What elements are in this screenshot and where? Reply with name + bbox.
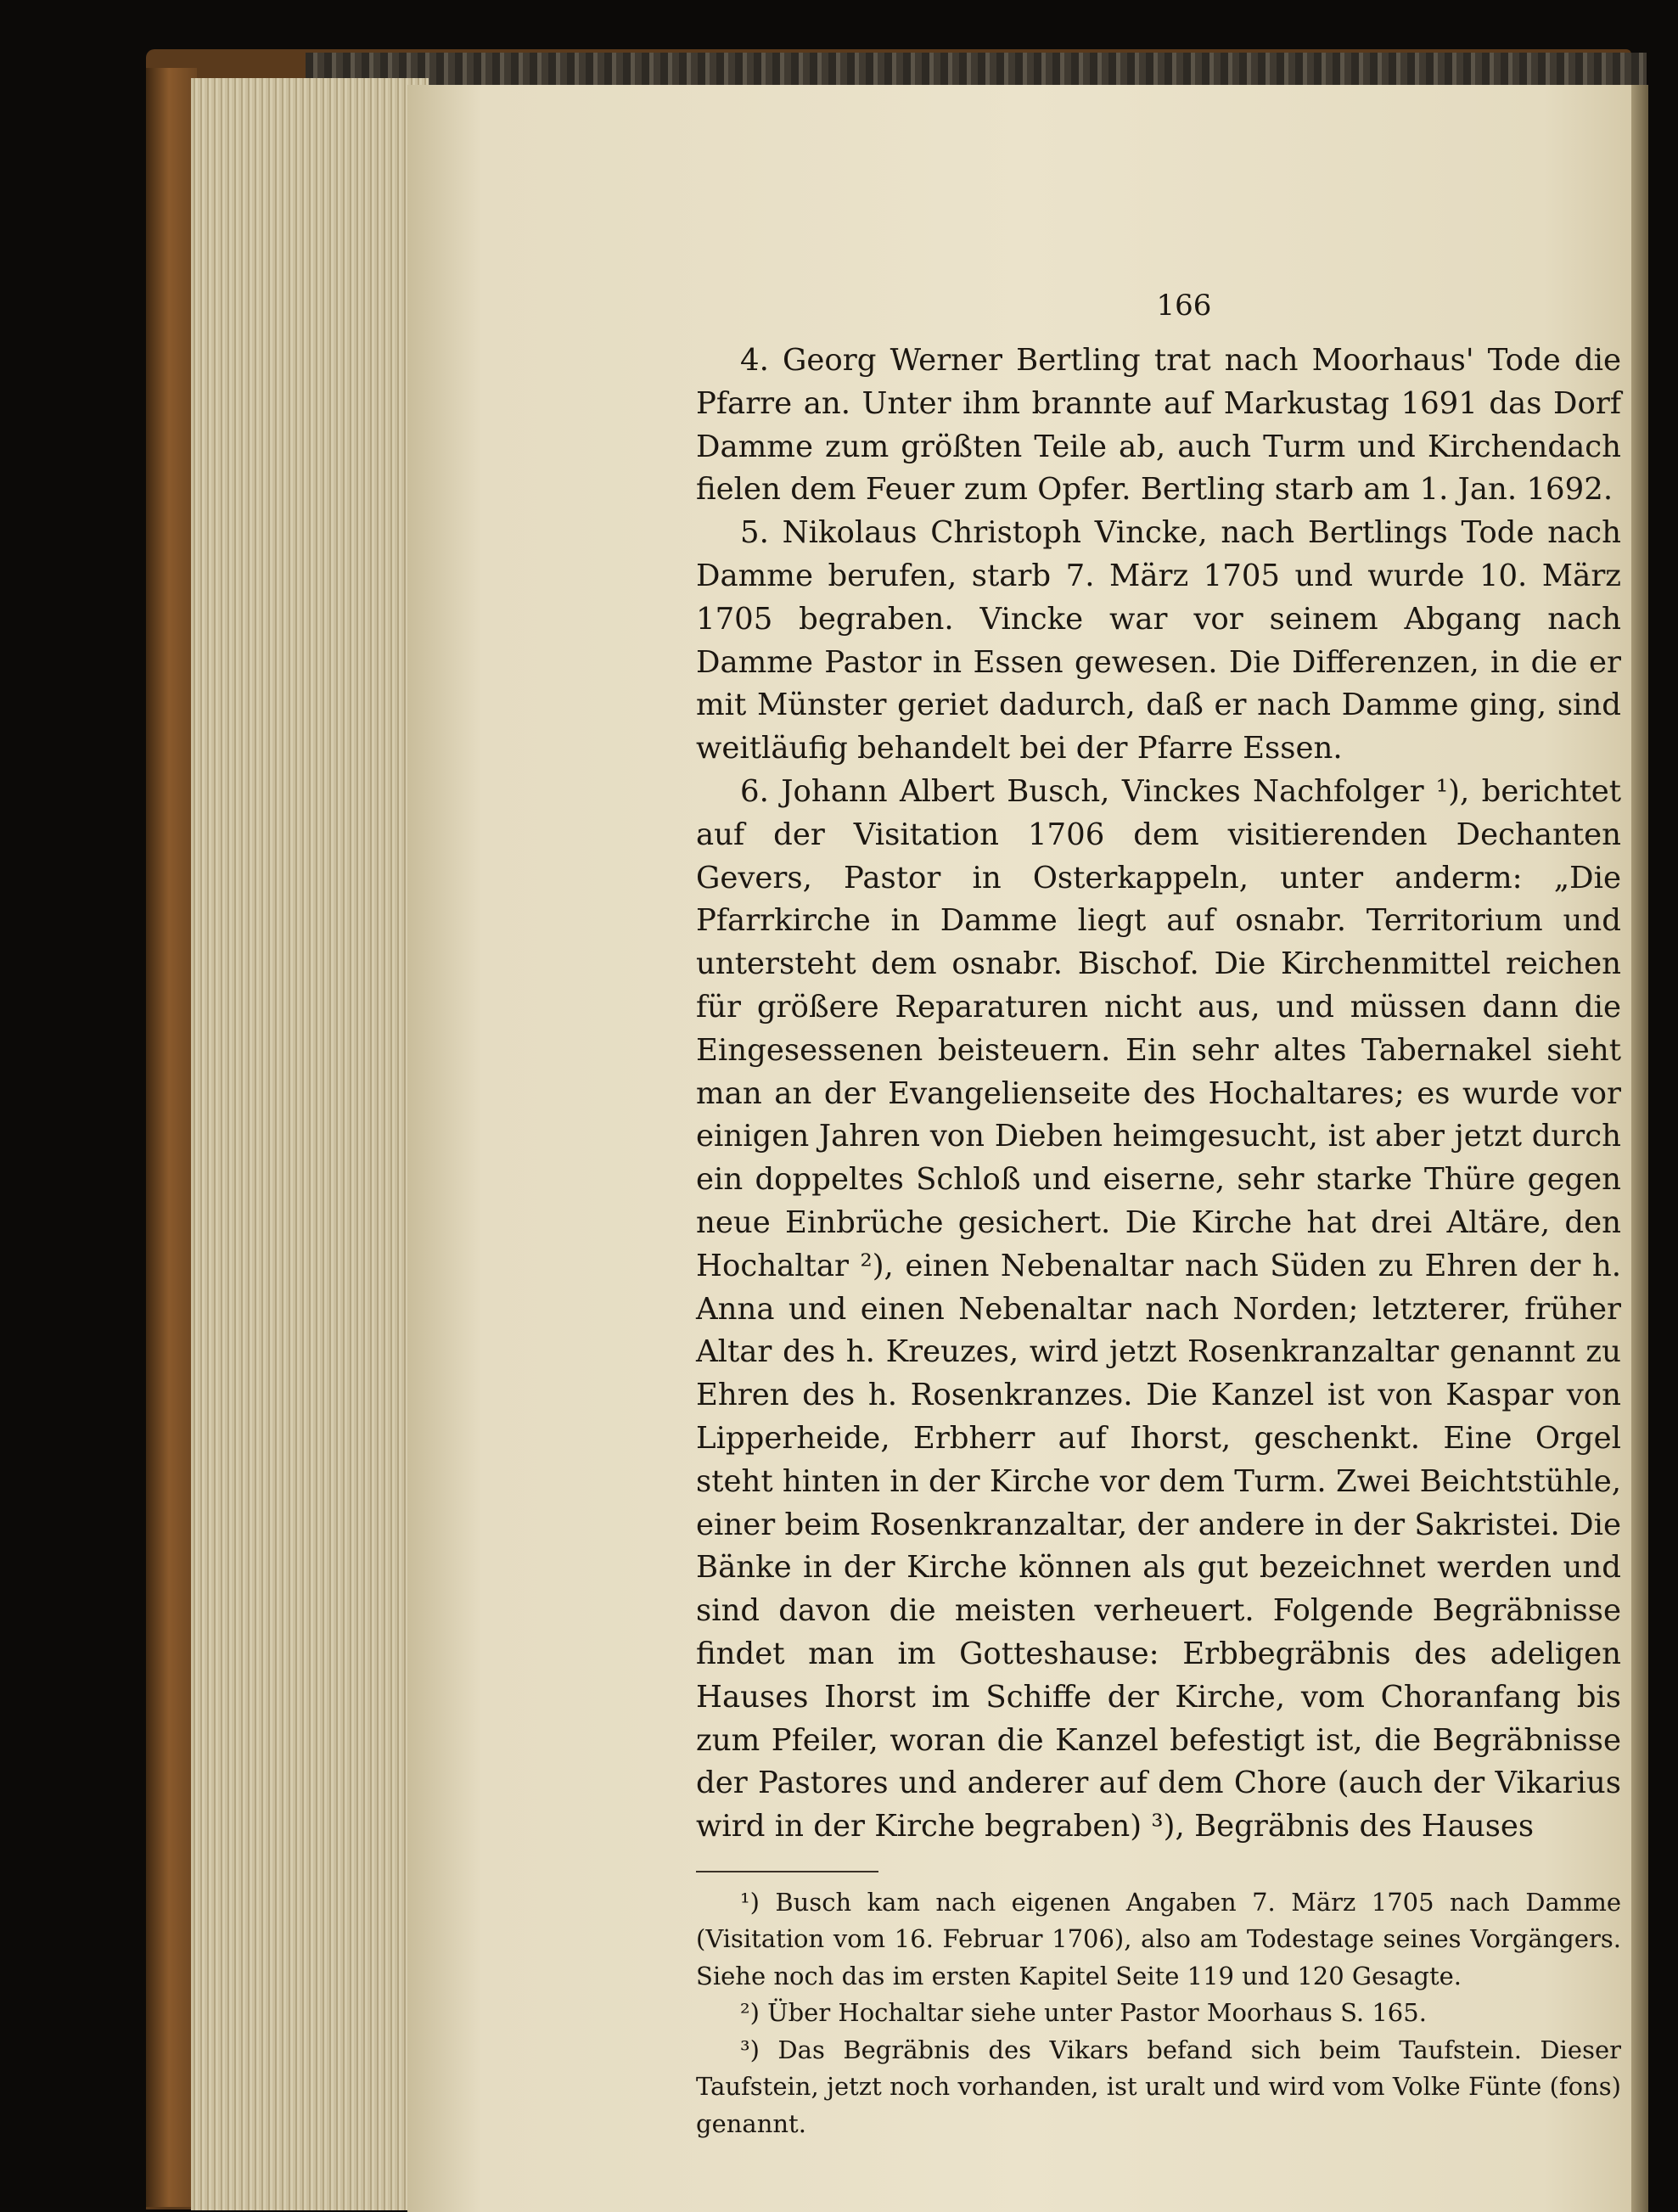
page-content xyxy=(696,285,1621,2142)
paragraph-vincke: 5. Nikolaus Christoph Vincke, nach Bertlings Tode nach Damme berufen, starb 7. März 1705 und wurde 10. März 1705 begraben. Vincke war vor seinem Abgang nach Damme Pastor in Essen gewesen. Die Differenzen, in die er mit Münster geriet dadurch, daß er nach Damme ging, sind weitläufig behandelt bei der Pfarre Essen. xyxy=(696,515,1621,766)
book-spine-top xyxy=(306,53,1647,87)
footnotes xyxy=(696,1884,1621,2143)
page-right-edge xyxy=(1631,85,1648,2212)
footnote-divider xyxy=(696,1871,878,1872)
book-cover-left-edge xyxy=(146,68,197,2207)
footnote-1: ¹) Busch kam nach eigenen Angaben 7. März 1705 nach Damme (Visitation vom 16. Februar 1706), also am Todestage seines Vorgängers. Siehe noch das im ersten Kapitel Seite 119 und 120 Gesagte. xyxy=(696,1887,1621,1990)
footnote-2: ²) Über Hochaltar siehe unter Pastor Moorhaus S. 165. xyxy=(740,1998,1427,2028)
body-text xyxy=(696,340,1621,1849)
page-number: 166 xyxy=(1156,289,1212,323)
paragraph-bertling: 4. Georg Werner Bertling trat nach Moorhaus' Tode die Pfarre an. Unter ihm brannte auf Markustag 1691 das Dorf Damme zum größten Teile ab, auch Turm und Kirchendach fielen dem Feuer zum Opfer. Bertling starb am 1. Jan. 1692. xyxy=(696,343,1621,508)
footnote-3: ³) Das Begräbnis des Vikars befand sich beim Taufstein. Dieser Taufstein, jetzt noch vorhanden, ist uralt und wird vom Volke Fünte (fons) genannt. xyxy=(696,2035,1621,2138)
page-stack-edges xyxy=(191,78,429,2210)
paragraph-busch: 6. Johann Albert Busch, Vinckes Nachfolger ¹), berichtet auf der Visitation 1706 dem visitierenden Dechanten Gevers, Pastor in Osterkappeln, unter anderm: „Die Pfarrkirche in Damme liegt auf osnabr. Territorium und untersteht dem osnabr. Bischof. Die Kirchenmittel reichen für größere Reparaturen nicht aus, und müssen dann die Eingesessenen beisteuern. Ein sehr altes Tabernakel sieht man an der Evangelienseite des Hochaltares; es wurde vor einigen Jahren von Dieben heimgesucht, ist aber jetzt durch ein doppeltes Schloß und eiserne, sehr starke Thüre gegen neue Einbrüche gesichert. Die Kirche hat drei Altäre, den Hochaltar ²), einen Nebenaltar nach Süden zu Ehren der h. Anna und einen Nebenaltar nach Norden; letzterer, früher Altar des h. Kreuzes, wird jetzt Rosenkranzaltar genannt zu Ehren des h. Rosenkranzes. Die Kanzel ist von Kaspar von Lipperheide, Erbherr auf Ihorst, geschenkt. Eine Orgel steht hinten in der Kirche vor dem Turm. Zwei Beichtstühle, einer beim Rosenkranzaltar, der andere in der Sakristei. Die Bänke in der Kirche können als gut bezeichnet werden und sind davon die meisten verheuert. Folgende Begräbnisse findet man im Gotteshause: Erbbegräbnis des adeligen Hauses Ihorst im Schiffe der Kirche, vom Choranfang bis zum Pfeiler, woran die Kanzel befestigt ist, die Begräbnisse der Pastores und anderer auf dem Chore (auch der Vikarius wird in der Kirche begraben) ³), Begräbnis des Hauses xyxy=(696,773,1621,1844)
